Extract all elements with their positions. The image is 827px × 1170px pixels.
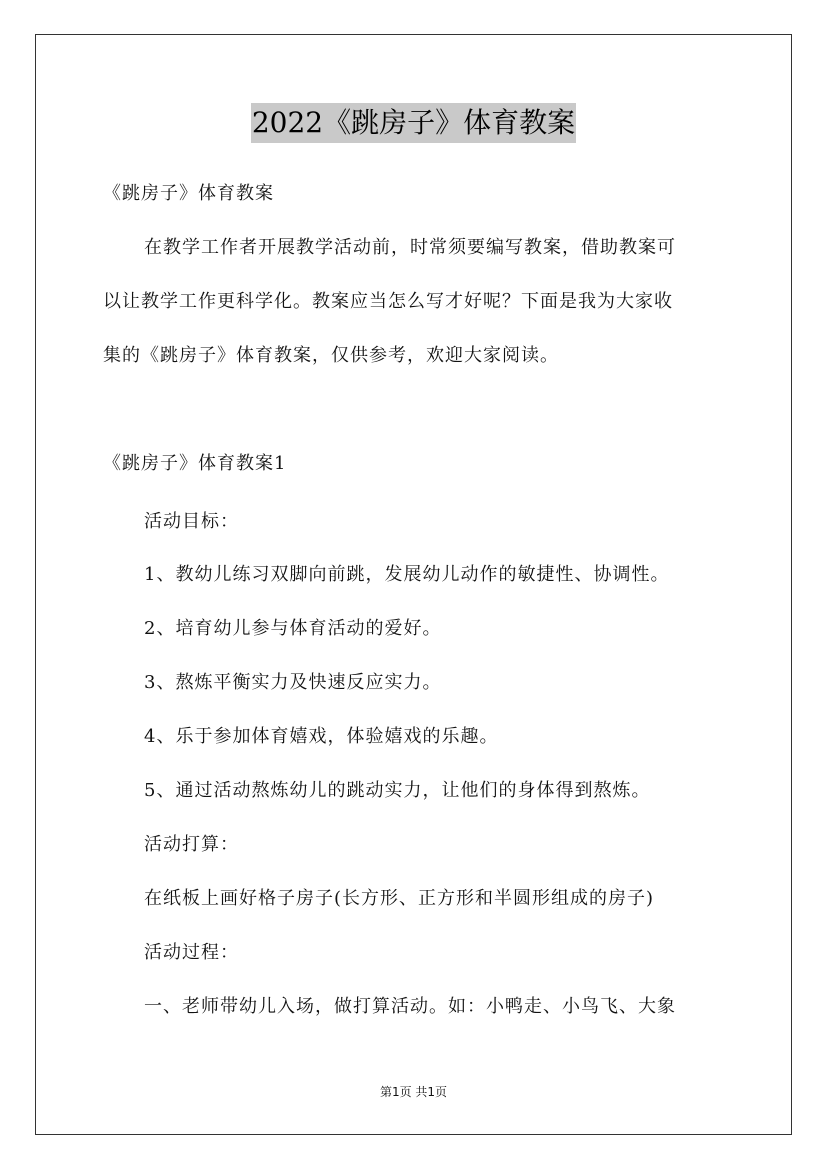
subheading: 活动打算： (144, 834, 239, 855)
paragraph-line: 以让教学工作更科学化。教案应当怎么写才好呢？下面是我为大家收 (103, 291, 673, 312)
title-container (0, 103, 827, 143)
list-item: 3、熬炼平衡实力及快速反应实力。 (144, 672, 442, 693)
list-item: 5、通过活动熬炼幼儿的跳动实力，让他们的身体得到熬炼。 (144, 780, 651, 801)
section-heading: 《跳房子》体育教案1 (103, 453, 287, 474)
paragraph-line: 在教学工作者开展教学活动前，时常须要编写教案，借助教案可 (144, 237, 676, 258)
paragraph-line: 一、老师带幼儿入场，做打算活动。如：小鸭走、小鸟飞、大象 (144, 996, 676, 1017)
list-item: 2、培育幼儿参与体育活动的爱好。 (144, 618, 442, 639)
page-footer: 第1页 共1页 (379, 1085, 448, 1099)
list-item: 4、乐于参加体育嬉戏，体验嬉戏的乐趣。 (144, 726, 499, 747)
subheading: 活动过程： (144, 942, 239, 963)
section-heading: 《跳房子》体育教案 (103, 183, 274, 204)
paragraph-line: 集的《跳房子》体育教案，仅供参考，欢迎大家阅读。 (103, 345, 559, 366)
paragraph-line: 在纸板上画好格子房子(长方形、正方形和半圆形组成的房子) (144, 888, 655, 909)
subheading: 活动目标： (144, 511, 239, 532)
list-item: 1、教幼儿练习双脚向前跳，发展幼儿动作的敏捷性、协调性。 (144, 564, 670, 585)
document-title: 2022《跳房子》体育教案 (251, 103, 576, 143)
